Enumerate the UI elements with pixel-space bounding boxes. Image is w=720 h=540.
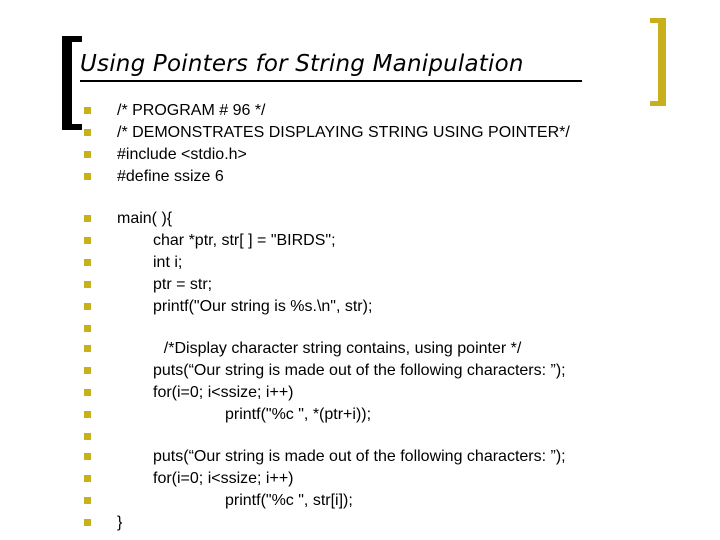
code-line bbox=[0, 446, 720, 468]
code-line-text: for(i=0; i<ssize; i++) bbox=[153, 384, 294, 401]
square-bullet-icon bbox=[84, 345, 91, 352]
code-line-text: ptr = str; bbox=[153, 276, 213, 293]
code-line bbox=[0, 230, 720, 252]
square-bullet-icon bbox=[84, 475, 91, 482]
square-bullet-icon bbox=[84, 519, 91, 526]
square-bullet-icon bbox=[84, 259, 91, 266]
code-line-text: puts(“Our string is made out of the following characters: ”); bbox=[153, 448, 566, 465]
square-bullet-icon bbox=[84, 411, 91, 418]
code-line bbox=[0, 426, 720, 448]
square-bullet-icon bbox=[84, 129, 91, 136]
square-bullet-icon bbox=[84, 303, 91, 310]
code-line bbox=[0, 122, 720, 144]
code-line bbox=[0, 252, 720, 274]
code-line-text: #include <stdio.h> bbox=[117, 146, 247, 163]
code-line bbox=[0, 468, 720, 490]
right-bracket bbox=[658, 18, 666, 106]
square-bullet-icon bbox=[84, 215, 91, 222]
square-bullet-icon bbox=[84, 237, 91, 244]
slide-title: Using Pointers for String Manipulation bbox=[80, 51, 524, 77]
code-line bbox=[0, 490, 720, 512]
square-bullet-icon bbox=[84, 325, 91, 332]
square-bullet-icon bbox=[84, 433, 91, 440]
square-bullet-icon bbox=[84, 497, 91, 504]
square-bullet-icon bbox=[84, 389, 91, 396]
square-bullet-icon bbox=[84, 107, 91, 114]
code-line-text: int i; bbox=[153, 254, 183, 271]
code-line-text: main( ){ bbox=[117, 210, 173, 227]
code-line bbox=[0, 144, 720, 166]
code-line-text: puts(“Our string is made out of the following characters: ”); bbox=[153, 362, 566, 379]
code-line bbox=[0, 404, 720, 426]
square-bullet-icon bbox=[84, 173, 91, 180]
code-line bbox=[0, 208, 720, 230]
code-line-text: printf("Our string is %s.\n", str); bbox=[153, 298, 373, 315]
code-line-text: for(i=0; i<ssize; i++) bbox=[153, 470, 294, 487]
code-line bbox=[0, 338, 720, 360]
code-line bbox=[0, 318, 720, 340]
square-bullet-icon bbox=[84, 367, 91, 374]
code-line-text: printf("%c ", str[i]); bbox=[225, 492, 353, 509]
code-line bbox=[0, 382, 720, 404]
code-line-text: printf("%c ", *(ptr+i)); bbox=[225, 406, 372, 423]
square-bullet-icon bbox=[84, 281, 91, 288]
code-line-text: char *ptr, str[ ] = "BIRDS"; bbox=[153, 232, 336, 249]
code-line-text: /* DEMONSTRATES DISPLAYING STRING USING POINTER*/ bbox=[117, 124, 570, 141]
code-line bbox=[0, 274, 720, 296]
code-line bbox=[0, 100, 720, 122]
code-line-text: /* PROGRAM # 96 */ bbox=[117, 102, 266, 119]
code-line bbox=[0, 166, 720, 188]
code-line bbox=[0, 512, 720, 534]
square-bullet-icon bbox=[84, 453, 91, 460]
code-line-text: #define ssize 6 bbox=[117, 168, 224, 185]
code-line-text: } bbox=[117, 514, 123, 531]
title-underline bbox=[80, 80, 582, 82]
code-line bbox=[0, 360, 720, 382]
code-line-text: /*Display character string contains, using pointer */ bbox=[163, 340, 522, 357]
square-bullet-icon bbox=[84, 151, 91, 158]
code-line bbox=[0, 296, 720, 318]
